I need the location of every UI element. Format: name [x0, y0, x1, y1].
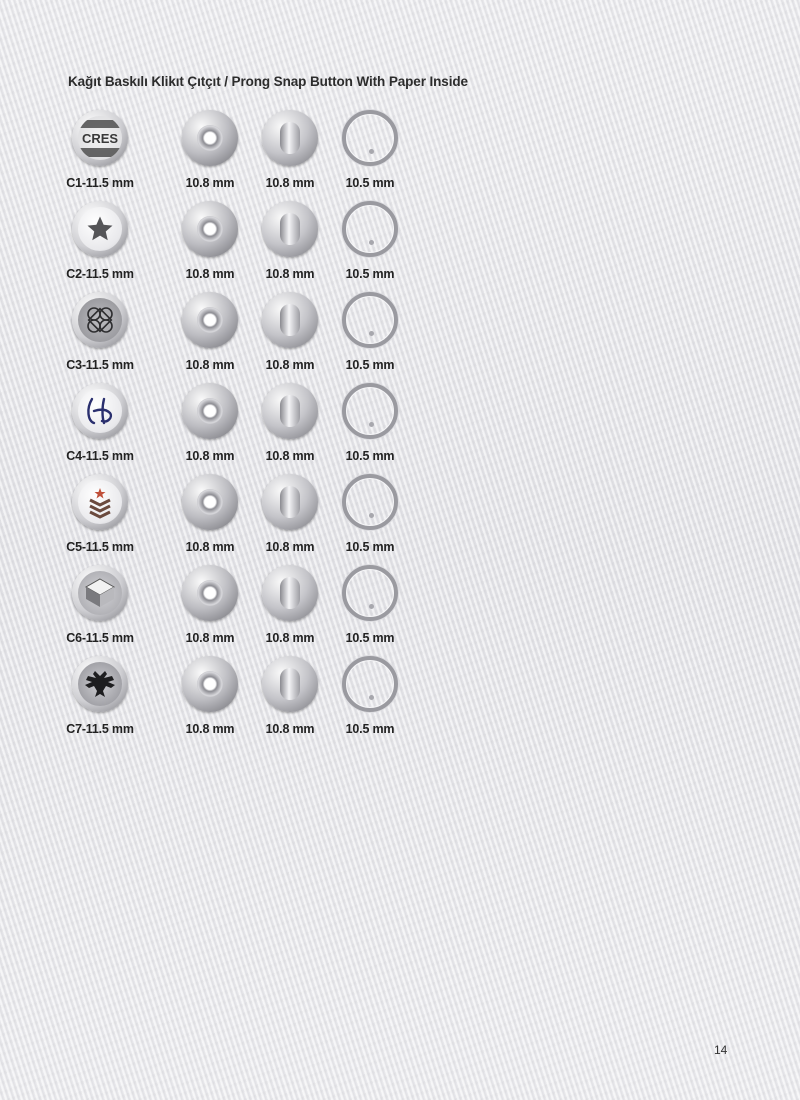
- ring-size-label: 10.5 mm: [345, 267, 395, 281]
- stud-size-label: 10.8 mm: [265, 358, 315, 372]
- chevron-star-icon: [80, 482, 120, 522]
- cap-size-label: C3-11.5 mm: [66, 358, 134, 372]
- stud-part: [262, 383, 318, 439]
- chevron-design: [78, 480, 122, 524]
- page-number: 14: [714, 1043, 728, 1057]
- ring-cell: [330, 474, 410, 554]
- ring-size-label: 10.5 mm: [345, 176, 395, 190]
- cap-cell: [60, 110, 140, 190]
- stud-part: [262, 474, 318, 530]
- socket-cell: [170, 474, 250, 554]
- socket-cell: [170, 292, 250, 372]
- ring-size-label: 10.5 mm: [345, 358, 395, 372]
- ring-cell: [330, 292, 410, 372]
- product-row-c1: [60, 110, 420, 201]
- stud-cell: [250, 110, 330, 190]
- cap-cell: [60, 383, 140, 463]
- printed-cap-button: [72, 201, 128, 257]
- prong-ring-part: [342, 656, 398, 712]
- printed-cap-button: [72, 474, 128, 530]
- stud-part: [262, 656, 318, 712]
- stud-size-label: 10.8 mm: [265, 449, 315, 463]
- product-row-c2: [60, 201, 420, 292]
- cres-stamp-svg: [78, 116, 122, 160]
- product-row-c6: [60, 565, 420, 656]
- product-row-c7: [60, 656, 420, 747]
- page-title: Kağıt Baskılı Klikıt Çıtçıt / Prong Snap Button With Paper Inside: [68, 74, 468, 89]
- star-design: [78, 207, 122, 251]
- ring-size-label: 10.5 mm: [345, 449, 395, 463]
- socket-part: [182, 474, 238, 530]
- knot-pattern-icon: [80, 300, 120, 340]
- socket-part: [182, 292, 238, 348]
- prong-ring-part: [342, 474, 398, 530]
- cube-logo-icon: [80, 573, 120, 613]
- socket-size-label: 10.8 mm: [185, 267, 235, 281]
- prong-ring-part: [342, 110, 398, 166]
- stud-cell: [250, 474, 330, 554]
- socket-size-label: 10.8 mm: [185, 722, 235, 736]
- product-grid: [60, 110, 420, 747]
- socket-part: [182, 201, 238, 257]
- product-row-c4: [60, 383, 420, 474]
- socket-cell: [170, 383, 250, 463]
- stud-cell: [250, 292, 330, 372]
- cap-cell: [60, 565, 140, 645]
- socket-size-label: 10.8 mm: [185, 449, 235, 463]
- prong-ring-part: [342, 565, 398, 621]
- printed-cap-button: [72, 656, 128, 712]
- svg-text:CRES: CRES: [81, 131, 119, 146]
- stud-part: [262, 201, 318, 257]
- ring-cell: [330, 383, 410, 463]
- printed-cap-button: [72, 110, 128, 166]
- cap-size-label: C4-11.5 mm: [66, 449, 134, 463]
- eagle-design: [78, 662, 122, 706]
- product-row-c3: [60, 292, 420, 383]
- cap-size-label: C7-11.5 mm: [66, 722, 134, 736]
- printed-cap-button: [72, 383, 128, 439]
- cap-cell: [60, 474, 140, 554]
- cres-stamp-design: [78, 116, 122, 160]
- star-icon: [85, 214, 115, 244]
- socket-size-label: 10.8 mm: [185, 540, 235, 554]
- ring-cell: [330, 656, 410, 736]
- prong-ring-part: [342, 201, 398, 257]
- stud-size-label: 10.8 mm: [265, 267, 315, 281]
- knot-pattern-design: [78, 298, 122, 342]
- printed-cap-button: [72, 292, 128, 348]
- ring-size-label: 10.5 mm: [345, 631, 395, 645]
- socket-size-label: 10.8 mm: [185, 358, 235, 372]
- cap-cell: [60, 201, 140, 281]
- stud-part: [262, 292, 318, 348]
- cap-cell: [60, 656, 140, 736]
- socket-part: [182, 110, 238, 166]
- cap-size-label: C1-11.5 mm: [66, 176, 134, 190]
- stud-size-label: 10.8 mm: [265, 540, 315, 554]
- stud-size-label: 10.8 mm: [265, 176, 315, 190]
- stud-cell: [250, 201, 330, 281]
- stud-cell: [250, 656, 330, 736]
- prong-ring-part: [342, 383, 398, 439]
- stud-cell: [250, 383, 330, 463]
- ring-size-label: 10.5 mm: [345, 540, 395, 554]
- product-row-c5: [60, 474, 420, 565]
- stud-part: [262, 110, 318, 166]
- ring-cell: [330, 201, 410, 281]
- socket-part: [182, 656, 238, 712]
- cube-logo-design: [78, 571, 122, 615]
- socket-cell: [170, 565, 250, 645]
- cap-size-label: C5-11.5 mm: [66, 540, 134, 554]
- socket-cell: [170, 110, 250, 190]
- ring-size-label: 10.5 mm: [345, 722, 395, 736]
- socket-size-label: 10.8 mm: [185, 631, 235, 645]
- ring-cell: [330, 110, 410, 190]
- socket-part: [182, 565, 238, 621]
- stud-part: [262, 565, 318, 621]
- stud-size-label: 10.8 mm: [265, 722, 315, 736]
- socket-part: [182, 383, 238, 439]
- stud-size-label: 10.8 mm: [265, 631, 315, 645]
- printed-cap-button: [72, 565, 128, 621]
- script-monogram-icon: [80, 391, 120, 431]
- socket-size-label: 10.8 mm: [185, 176, 235, 190]
- cap-cell: [60, 292, 140, 372]
- socket-cell: [170, 656, 250, 736]
- monogram-design: [78, 389, 122, 433]
- socket-cell: [170, 201, 250, 281]
- cap-size-label: C2-11.5 mm: [66, 267, 134, 281]
- double-headed-eagle-icon: [80, 664, 120, 704]
- prong-ring-part: [342, 292, 398, 348]
- ring-cell: [330, 565, 410, 645]
- stud-cell: [250, 565, 330, 645]
- cap-size-label: C6-11.5 mm: [66, 631, 134, 645]
